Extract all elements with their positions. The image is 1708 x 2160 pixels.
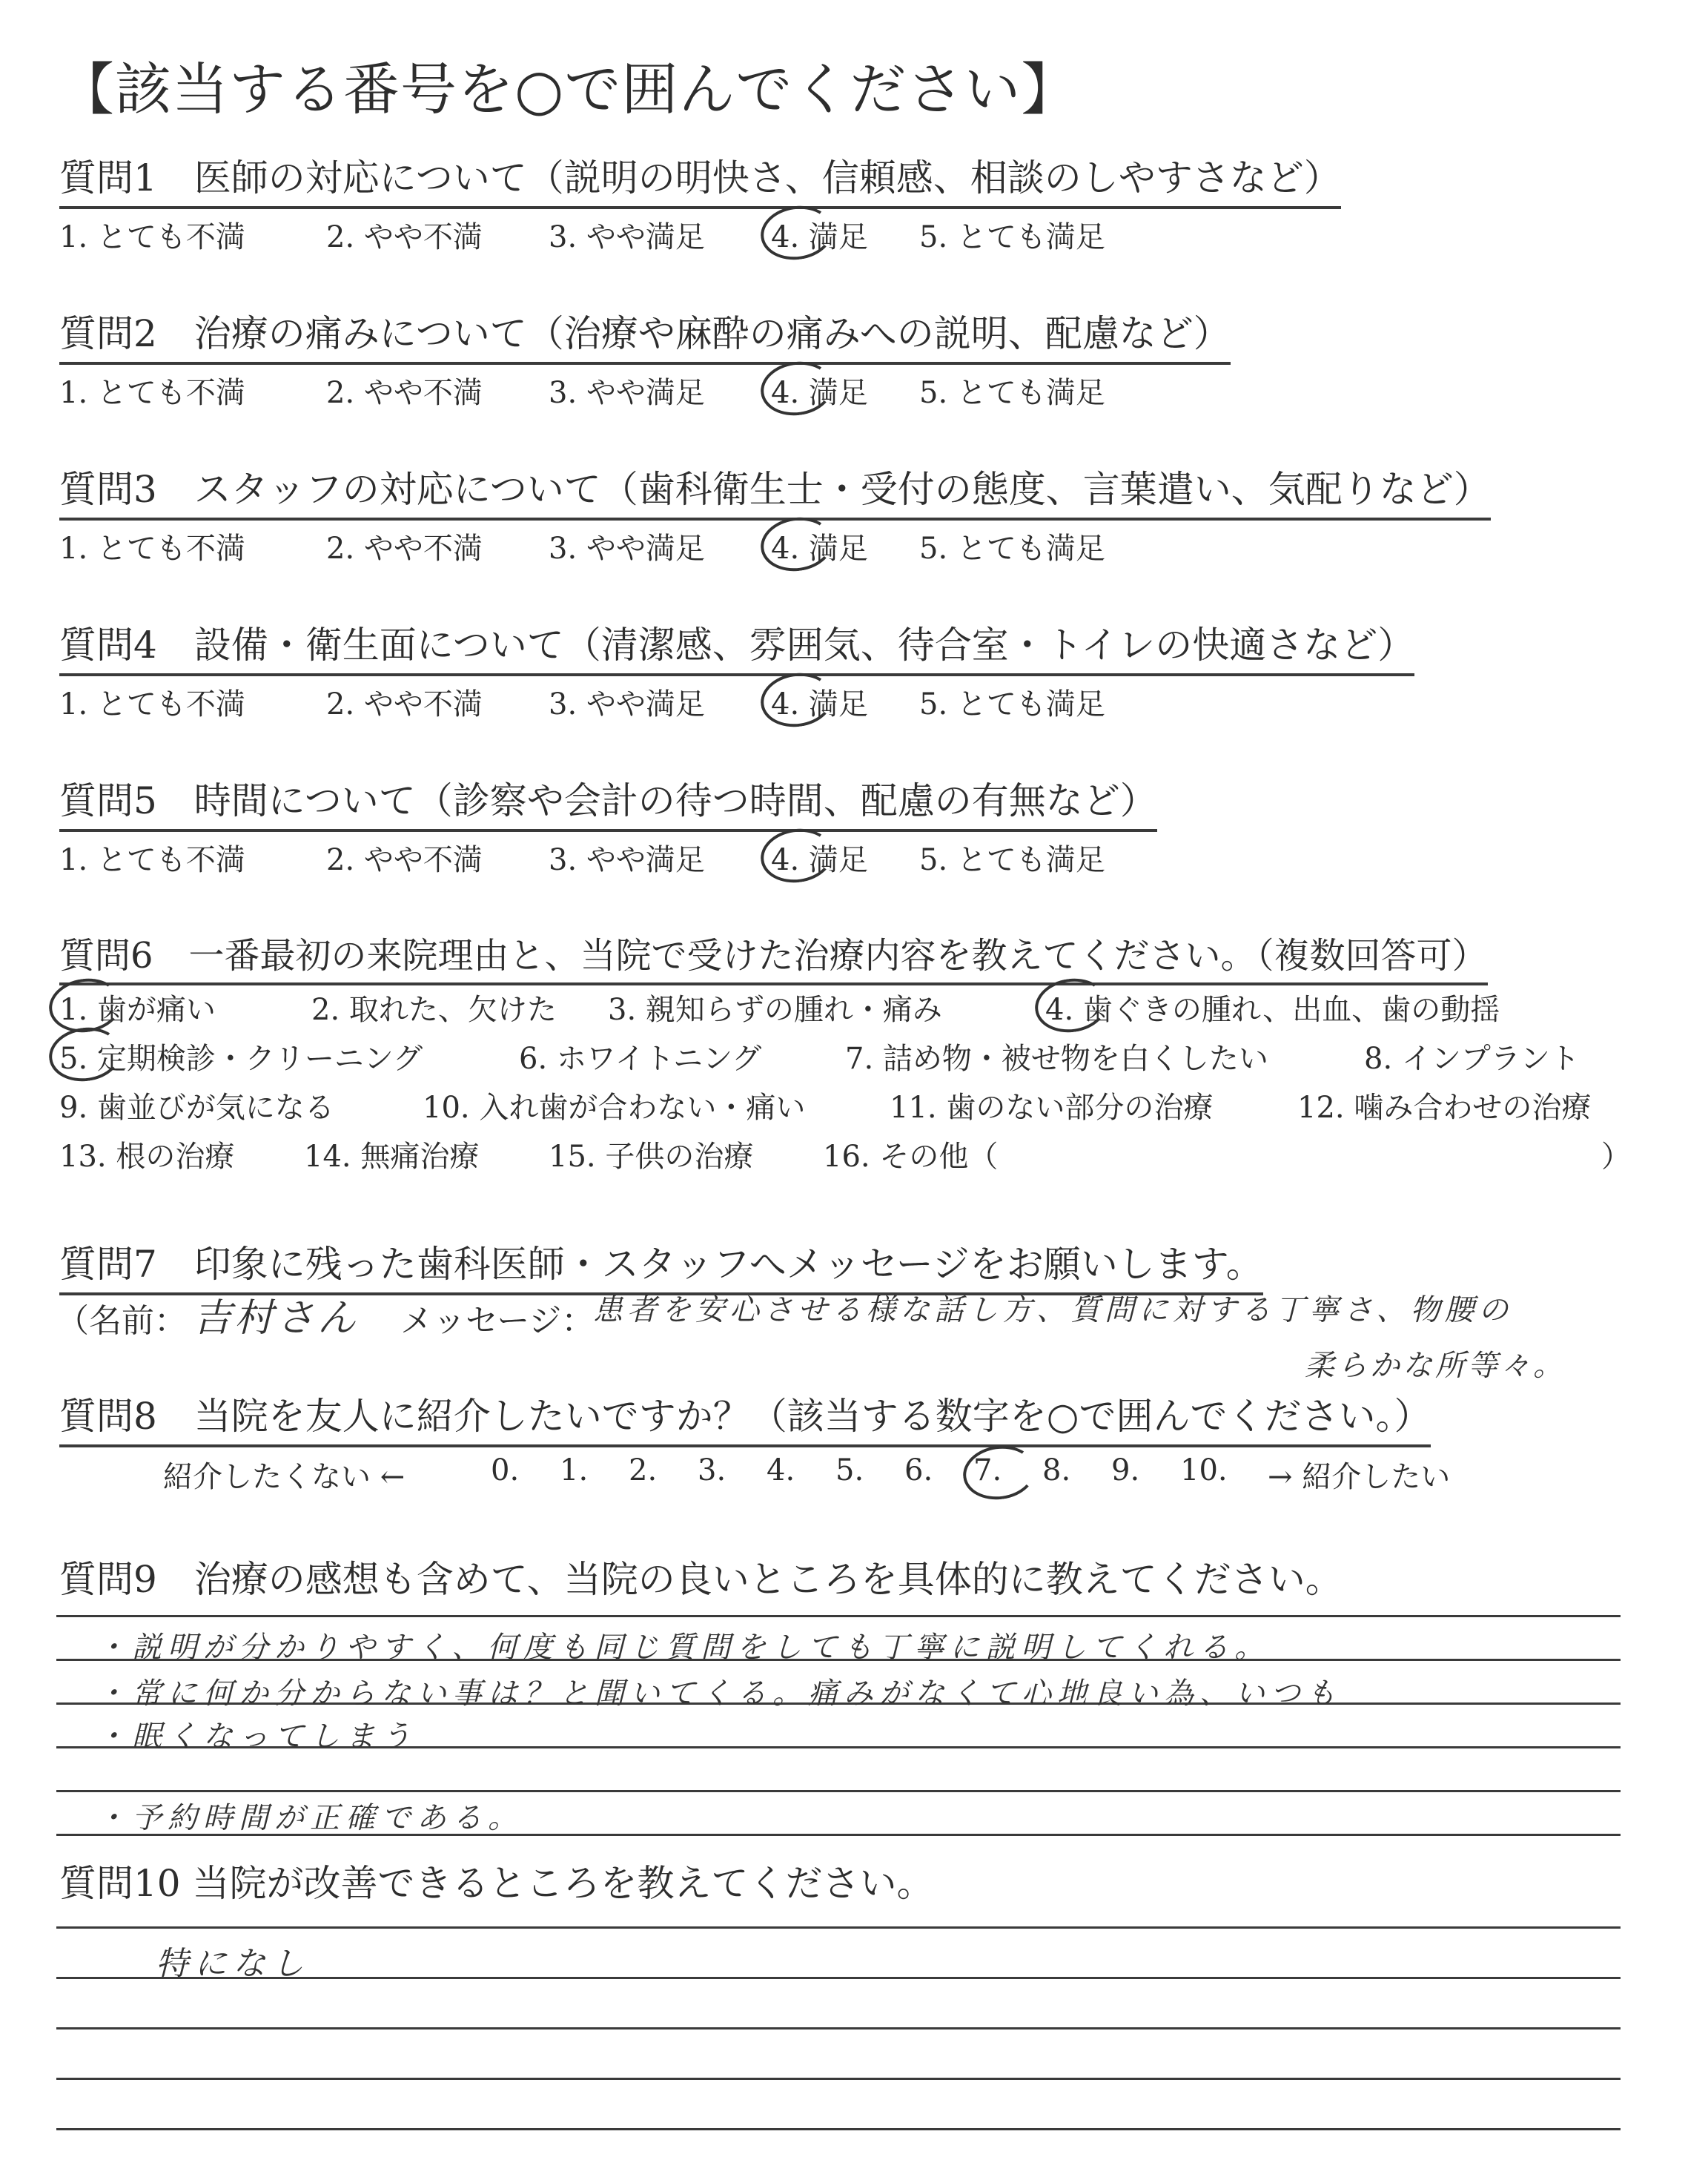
q3-option-2[interactable]: 2. やや不満: [326, 532, 483, 566]
q4-option-1[interactable]: 1. とても不満: [59, 687, 245, 721]
q3-option-3[interactable]: 3. やや満足: [549, 532, 705, 566]
q4-option-2[interactable]: 2. やや不満: [326, 687, 483, 721]
q5-option-2[interactable]: 2. やや不満: [326, 843, 483, 877]
question-4-title: 質問4 設備・衛生面について（清潔感、雰囲気、待合室・トイレの快適さなど）: [59, 615, 1414, 676]
question-3-title: 質問3 スタッフの対応について（歯科衛生士・受付の態度、言葉遣い、気配りなど）: [59, 460, 1491, 521]
q6-option-12[interactable]: 12. 噛み合わせの治療: [1297, 1091, 1592, 1125]
q6-option-4-selected[interactable]: 4. 歯ぐきの腫れ、出血、歯の動揺: [1045, 986, 1500, 1028]
q1-option-2[interactable]: 2. やや不満: [326, 220, 483, 254]
question-7-title: 質問7 印象に残った歯科医師・スタッフへメッセージをお願いします。: [59, 1235, 1263, 1295]
q5-option-1[interactable]: 1. とても不満: [59, 843, 245, 877]
question-8-title: 質問8 当院を友人に紹介したいですか？（該当する数字を○で囲んでください。）: [59, 1387, 1431, 1447]
q8-number-0[interactable]: 0.: [491, 1453, 520, 1487]
q6-option-3[interactable]: 3. 親知らずの腫れ・痛み: [608, 993, 942, 1027]
q5-option-5[interactable]: 5. とても満足: [919, 843, 1105, 877]
q9-answer-line-1[interactable]: ・説明が分かりやすく、何度も同じ質問をしても丁寧に説明してくれる。: [96, 1631, 1271, 1665]
q9-answer-rule: [56, 1615, 1621, 1617]
q1-option-1[interactable]: 1. とても不満: [59, 220, 245, 254]
q6-option-6[interactable]: 6. ホワイトニング: [519, 1042, 762, 1076]
q8-number-2[interactable]: 2.: [629, 1453, 658, 1487]
q10-answer-line-1[interactable]: 特になし: [156, 1945, 310, 1983]
q1-option-4-selected[interactable]: 4. 満足: [771, 214, 868, 256]
question-10-title: 質問10 当院が改善できるところを教えてください。: [59, 1862, 934, 1905]
q3-option-4-selected[interactable]: 4. 満足: [771, 525, 868, 567]
q10-answer-rule: [56, 2027, 1621, 2029]
q3-option-5[interactable]: 5. とても満足: [919, 532, 1105, 566]
q6-option-8[interactable]: 8. インプラント: [1364, 1042, 1580, 1076]
q8-number-6[interactable]: 6.: [904, 1453, 933, 1487]
q6-option-11[interactable]: 11. 歯のない部分の治療: [890, 1091, 1214, 1125]
q6-option-9[interactable]: 9. 歯並びが気になる: [59, 1091, 334, 1125]
q8-number-5[interactable]: 5.: [835, 1453, 864, 1487]
q7-message-label: メッセージ：: [400, 1302, 595, 1340]
q9-answer-rule: [56, 1790, 1621, 1792]
q8-number-1[interactable]: 1.: [560, 1453, 589, 1487]
q4-option-3[interactable]: 3. やや満足: [549, 687, 705, 721]
q6-option-10[interactable]: 10. 入れ歯が合わない・痛い: [423, 1091, 806, 1125]
q8-number-7-selected[interactable]: 7.: [973, 1453, 1002, 1487]
q8-number-4[interactable]: 4.: [767, 1453, 795, 1487]
q6-option-15[interactable]: 15. 子供の治療: [549, 1140, 754, 1174]
q8-left-label: 紹介したくない ←: [163, 1460, 406, 1494]
q6-option-5-selected[interactable]: 5. 定期検診・クリーニング: [59, 1035, 423, 1077]
q6-option-1-selected[interactable]: 1. 歯が痛い: [59, 986, 216, 1028]
q8-number-8[interactable]: 8.: [1042, 1453, 1071, 1487]
q2-option-1[interactable]: 1. とても不満: [59, 376, 245, 410]
q7-name-value[interactable]: 吉村さん: [193, 1296, 360, 1341]
question-2-title: 質問2 治療の痛みについて（治療や麻酔の痛みへの説明、配慮など）: [59, 304, 1231, 365]
q9-answer-line-2[interactable]: ・常に何か分からない事は？と聞いてくる。痛みがなくて心地良い為、いつも: [96, 1677, 1342, 1711]
q6-option-7[interactable]: 7. 詰め物・被せ物を白くしたい: [845, 1042, 1268, 1076]
q8-number-9[interactable]: 9.: [1111, 1453, 1140, 1487]
q4-option-4-selected[interactable]: 4. 満足: [771, 681, 868, 723]
question-9-title: 質問9 治療の感想も含めて、当院の良いところを具体的に教えてください。: [59, 1558, 1343, 1601]
q10-answer-rule: [56, 1926, 1621, 1929]
q6-option-16[interactable]: 16. その他（: [823, 1140, 999, 1174]
question-1-title: 質問1 医師の対応について（説明の明快さ、信頼感、相談のしやすさなど）: [59, 148, 1341, 209]
q9-answer-line-3[interactable]: ・眠くなってしまう: [96, 1720, 417, 1754]
q8-right-label: → 紹介したい: [1268, 1460, 1451, 1494]
q4-option-5[interactable]: 5. とても満足: [919, 687, 1105, 721]
q5-option-4-selected[interactable]: 4. 満足: [771, 836, 868, 879]
form-title: 【該当する番号を○で囲んでください】: [58, 56, 1079, 122]
q1-option-5[interactable]: 5. とても満足: [919, 220, 1105, 254]
q7-message-line-1[interactable]: 患者を安心させる様な話し方、質問に対する丁寧さ、物腰の: [593, 1293, 1513, 1327]
q6-option-2[interactable]: 2. 取れた、欠けた: [311, 993, 557, 1027]
q8-number-3[interactable]: 3.: [698, 1453, 726, 1487]
q7-message-line-2[interactable]: 柔らかな所等々。: [1305, 1349, 1566, 1383]
q2-option-4-selected[interactable]: 4. 満足: [771, 369, 868, 412]
q9-answer-line-4[interactable]: ・予約時間が正確である。: [96, 1801, 523, 1835]
q8-number-10[interactable]: 10.: [1180, 1453, 1228, 1487]
q5-option-3[interactable]: 3. やや満足: [549, 843, 705, 877]
q6-option-16-close: ）: [1601, 1140, 1631, 1174]
q6-option-14[interactable]: 14. 無痛治療: [304, 1140, 480, 1174]
q2-option-2[interactable]: 2. やや不満: [326, 376, 483, 410]
q1-option-3[interactable]: 3. やや満足: [549, 220, 705, 254]
q3-option-1[interactable]: 1. とても不満: [59, 532, 245, 566]
q7-name-label: （名前：: [56, 1302, 187, 1340]
q10-answer-rule: [56, 2078, 1621, 2080]
question-5-title: 質問5 時間について（診察や会計の待つ時間、配慮の有無など）: [59, 771, 1157, 832]
question-6-title: 質問6 一番最初の来院理由と、当院で受けた治療内容を教えてください。（複数回答可）: [59, 927, 1488, 985]
q2-option-5[interactable]: 5. とても満足: [919, 376, 1105, 410]
q2-option-3[interactable]: 3. やや満足: [549, 376, 705, 410]
q6-option-13[interactable]: 13. 根の治療: [59, 1140, 235, 1174]
q10-answer-rule: [56, 2128, 1621, 2130]
